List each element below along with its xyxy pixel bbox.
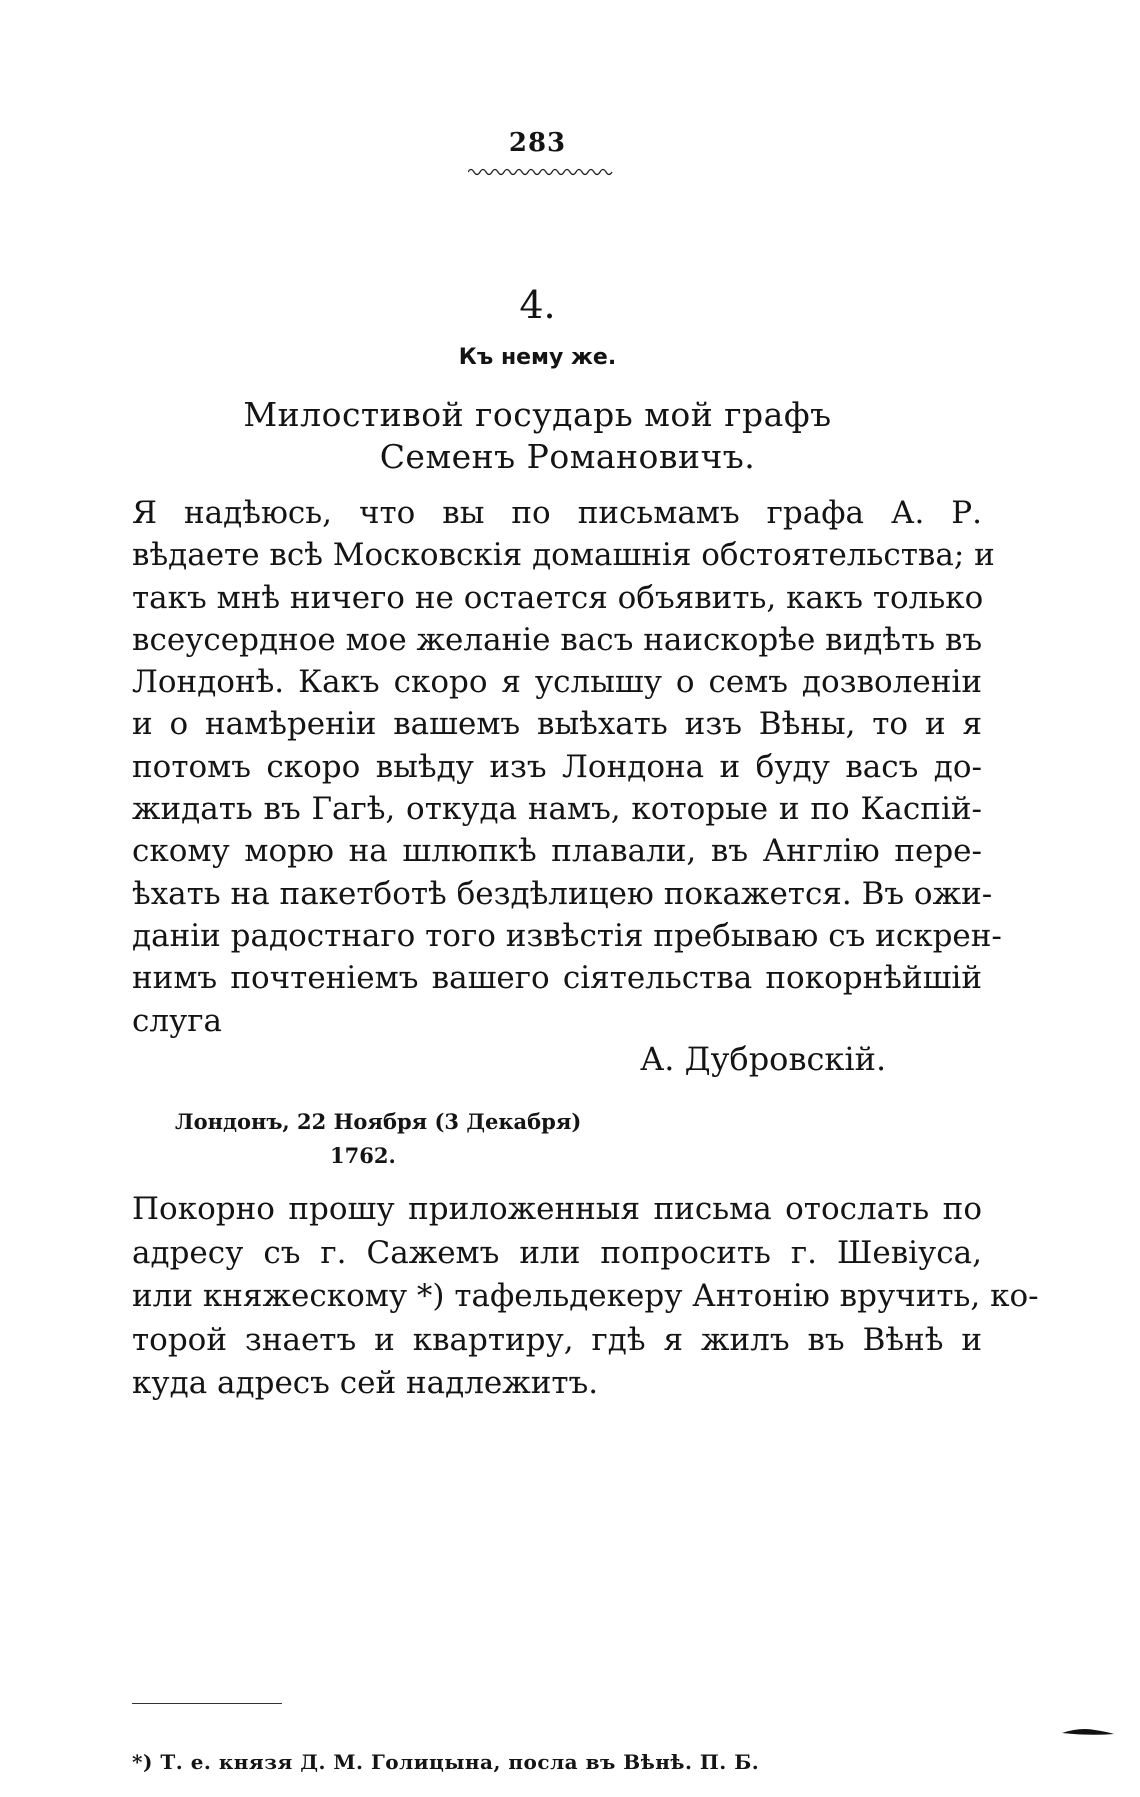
footnote-divider [132,1703,282,1704]
letter-body [132,492,1002,1042]
postscript-line: адресу съ г. Сажемъ или попросить г. Шевіуса, [132,1234,982,1271]
body-line: и о намѣреніи вашемъ выѣхать изъ Вѣны, то и я [132,706,982,743]
body-line: ѣхать на пакетботѣ бездѣлицею покажется. Въ ожи- [132,875,993,912]
postscript-line: Покорно прошу приложенныя письма отослать по [132,1191,982,1227]
body-line: потомъ скоро выѣду изъ Лондона и буду васъ до- [132,748,982,785]
place-date-text: Лондонъ, 22 Ноября (3 Декабря) [175,1109,582,1134]
year: 1762. [330,1143,396,1168]
salutation-line-1: Милостивой государь мой графъ [243,395,832,434]
postscript [132,1188,1039,1406]
body-line: Лондонѣ. Какъ скоро я услышу о семъ дозволеніи [132,664,982,701]
body-line: всеусердное мое желаніе васъ наискорѣе видѣть въ [132,621,983,658]
place-date [175,1105,581,1173]
postscript-line: или княжескому *) тафельдекеру Антонію вручить, ко- [132,1278,1039,1314]
salutation-line-2: Семенъ Романовичъ. [379,437,756,476]
body-line: жидать въ Гагѣ, откуда намъ, которые и по Каспій- [132,791,982,828]
body-line: вѣдаете всѣ Московскія домашнія обстоятельства; и [132,537,995,574]
body-line: даніи радостнаго того извѣстія пребываю съ искрен- [132,917,1002,954]
body-line: Я надѣюсь, что вы по письмамъ графа А. Р. [132,495,982,531]
ink-smudge-mark [1060,1725,1115,1737]
section-number: 4. [519,283,556,327]
postscript-line: куда адресъ сей надлежитъ. [132,1365,599,1401]
postscript-line: торой знаетъ и квартиру, гдѣ я жилъ въ Вѣнѣ и [132,1321,982,1358]
signature: А. Дубровскій. [640,1040,887,1078]
body-line: нимъ почтеніемъ вашего сіятельства покорнѣйшій [132,960,982,997]
letter-heading: Къ нему же. [458,345,617,370]
body-line: скому морю на шлюпкѣ плавали, въ Англію пере- [132,833,982,870]
footnote: *) Т. е. князя Д. М. Голицына, посла въ Вѣнѣ. П. Б. [132,1750,760,1774]
page-number: 283 [508,128,567,158]
wavy-rule-ornament [468,166,613,178]
body-line: слуга [132,1002,223,1039]
body-line: такъ мнѣ ничего не остается объявить, какъ только [132,579,984,616]
